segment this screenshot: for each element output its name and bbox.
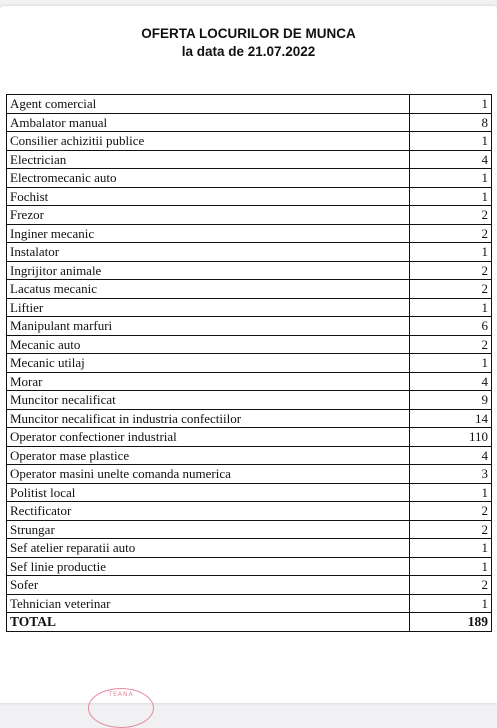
job-name-cell: Instalator — [7, 243, 410, 262]
table-row — [7, 95, 492, 114]
document-title: OFERTA LOCURILOR DE MUNCA — [141, 26, 356, 41]
table-row — [7, 224, 492, 243]
table-row — [7, 594, 492, 613]
job-name-cell: Rectificator — [7, 502, 410, 521]
job-name-cell: Inginer mecanic — [7, 224, 410, 243]
job-count-cell: 9 — [410, 391, 492, 410]
job-name-cell: Lacatus mecanic — [7, 280, 410, 299]
job-name-cell: Sef atelier reparatii auto — [7, 539, 410, 558]
job-count-cell: 2 — [410, 224, 492, 243]
job-name-cell: Mecanic auto — [7, 335, 410, 354]
job-count-cell: 3 — [410, 465, 492, 484]
job-count-cell: 1 — [410, 132, 492, 151]
table-row — [7, 150, 492, 169]
job-name-cell: Electrician — [7, 150, 410, 169]
job-name-cell: Sef linie productie — [7, 557, 410, 576]
table-row — [7, 483, 492, 502]
job-count-cell: 1 — [410, 95, 492, 114]
job-name-cell: Frezor — [7, 206, 410, 225]
job-count-cell: 110 — [410, 428, 492, 447]
document-subtitle: la data de 21.07.2022 — [181, 44, 316, 59]
table-row — [7, 557, 492, 576]
job-name-cell: Morar — [7, 372, 410, 391]
total-row — [7, 613, 492, 632]
job-count-cell: 2 — [410, 261, 492, 280]
job-name-cell: Ingrijitor animale — [7, 261, 410, 280]
table-row — [7, 465, 492, 484]
table-row — [7, 206, 492, 225]
table-row — [7, 428, 492, 447]
job-count-cell: 1 — [410, 483, 492, 502]
table-row — [7, 132, 492, 151]
table-row — [7, 243, 492, 262]
job-count-cell: 6 — [410, 317, 492, 336]
table-row — [7, 335, 492, 354]
job-count-cell: 1 — [410, 539, 492, 558]
job-count-cell: 2 — [410, 576, 492, 595]
job-name-cell: Sofer — [7, 576, 410, 595]
table-row — [7, 372, 492, 391]
job-count-cell: 2 — [410, 206, 492, 225]
job-count-cell: 2 — [410, 502, 492, 521]
official-stamp — [88, 688, 154, 728]
job-name-cell: Consilier achizitii publice — [7, 132, 410, 151]
job-name-cell: Fochist — [7, 187, 410, 206]
job-count-cell: 4 — [410, 446, 492, 465]
job-count-cell: 4 — [410, 150, 492, 169]
job-name-cell: Muncitor necalificat in industria confectiilor — [7, 409, 410, 428]
job-count-cell: 1 — [410, 169, 492, 188]
jobs-table-body — [7, 95, 492, 632]
job-name-cell: Operator mase plastice — [7, 446, 410, 465]
job-count-cell: 1 — [410, 243, 492, 262]
table-row — [7, 520, 492, 539]
job-count-cell: 1 — [410, 187, 492, 206]
stamp-text: TEANA — [108, 691, 134, 698]
jobs-table — [6, 94, 492, 632]
job-name-cell: Liftier — [7, 298, 410, 317]
table-row — [7, 446, 492, 465]
table-row — [7, 280, 492, 299]
table-row — [7, 113, 492, 132]
job-name-cell: Muncitor necalificat — [7, 391, 410, 410]
job-name-cell: Ambalator manual — [7, 113, 410, 132]
table-row — [7, 391, 492, 410]
table-row — [7, 354, 492, 373]
job-count-cell: 4 — [410, 372, 492, 391]
job-count-cell: 1 — [410, 557, 492, 576]
job-count-cell: 2 — [410, 280, 492, 299]
table-row — [7, 539, 492, 558]
job-count-cell: 2 — [410, 335, 492, 354]
job-name-cell: Tehnician veterinar — [7, 594, 410, 613]
job-name-cell: Mecanic utilaj — [7, 354, 410, 373]
job-count-cell: 1 — [410, 594, 492, 613]
job-count-cell: 2 — [410, 520, 492, 539]
table-row — [7, 409, 492, 428]
table-row — [7, 187, 492, 206]
job-name-cell: Strungar — [7, 520, 410, 539]
job-count-cell: 1 — [410, 354, 492, 373]
job-count-cell: 14 — [410, 409, 492, 428]
table-row — [7, 298, 492, 317]
total-label: TOTAL — [7, 613, 410, 632]
table-row — [7, 261, 492, 280]
job-name-cell: Manipulant marfuri — [7, 317, 410, 336]
job-name-cell: Electromecanic auto — [7, 169, 410, 188]
table-row — [7, 169, 492, 188]
job-count-cell: 1 — [410, 298, 492, 317]
job-name-cell: Agent comercial — [7, 95, 410, 114]
job-name-cell: Politist local — [7, 483, 410, 502]
job-count-cell: 8 — [410, 113, 492, 132]
total-count: 189 — [410, 613, 492, 632]
table-row — [7, 317, 492, 336]
table-row — [7, 576, 492, 595]
job-name-cell: Operator confectioner industrial — [7, 428, 410, 447]
table-row — [7, 502, 492, 521]
job-name-cell: Operator masini unelte comanda numerica — [7, 465, 410, 484]
